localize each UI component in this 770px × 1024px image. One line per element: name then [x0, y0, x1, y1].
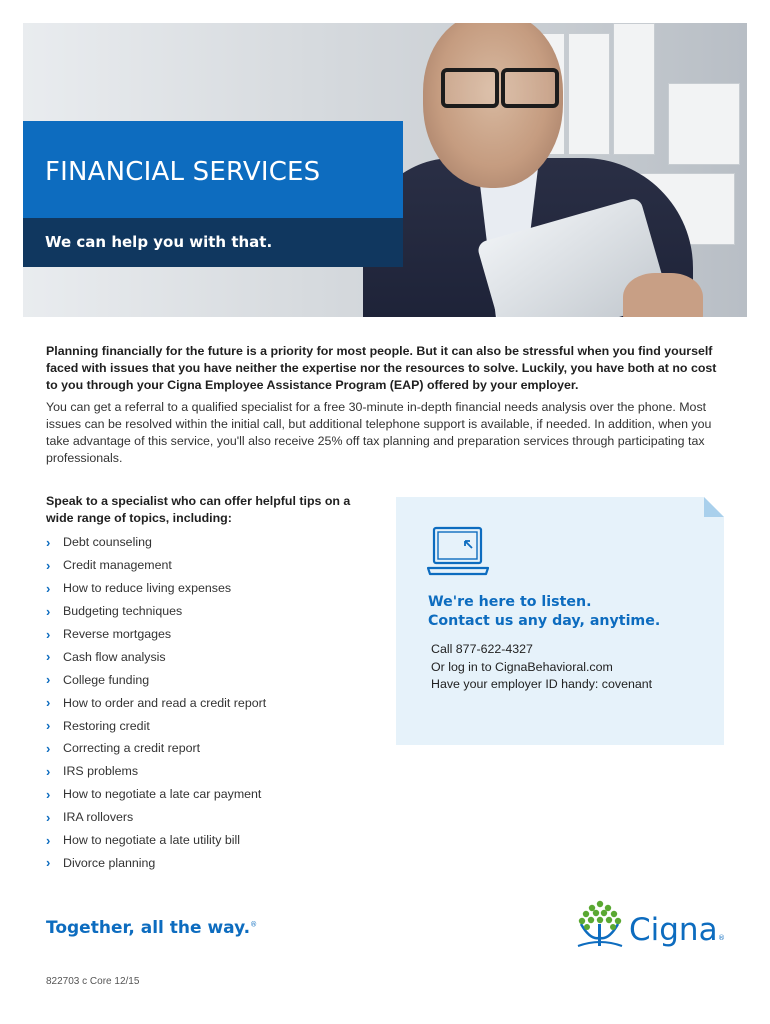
- callout-heading: [428, 593, 718, 631]
- topic-label: College funding: [63, 672, 150, 687]
- chevron-right-icon: ›: [46, 626, 51, 642]
- topic-item: [46, 691, 266, 714]
- chevron-right-icon: ›: [46, 534, 51, 550]
- callout-heading-line1: We're here to listen.: [428, 594, 592, 610]
- topics-heading: Speak to a specialist who can offer helpful tips on a wide range of topics, including:: [46, 494, 351, 525]
- topic-item: [46, 851, 266, 874]
- topic-item: [46, 714, 266, 737]
- tagline: [46, 918, 257, 938]
- employer-id: Have your employer ID handy: covenant: [431, 677, 653, 691]
- tagline-text: Together, all the way.: [46, 918, 251, 938]
- chevron-right-icon: ›: [46, 740, 51, 756]
- topic-item: [46, 645, 266, 668]
- website-login[interactable]: Or log in to CignaBehavioral.com: [431, 659, 613, 674]
- topics-list: [46, 531, 266, 874]
- topic-label: Cash flow analysis: [63, 649, 166, 664]
- callout-heading-line2: Contact us any day, anytime.: [428, 613, 661, 629]
- topic-label: Restoring credit: [63, 718, 150, 733]
- phone-number[interactable]: Call 877-622-4327: [431, 642, 533, 656]
- chevron-right-icon: ›: [46, 763, 51, 779]
- topic-item: [46, 531, 266, 554]
- topic-label: Debt counseling: [63, 535, 152, 550]
- topic-label: How to negotiate a late utility bill: [63, 833, 241, 848]
- document-code: 822703 c Core 12/15: [46, 976, 140, 987]
- cigna-logo: [576, 900, 728, 952]
- logo-registered-mark: ®: [718, 934, 725, 942]
- topic-label: How to reduce living expenses: [63, 581, 232, 596]
- chevron-right-icon: ›: [46, 557, 51, 573]
- topic-item: [46, 783, 266, 806]
- chevron-right-icon: ›: [46, 832, 51, 848]
- page-fold-corner: [704, 497, 724, 517]
- chevron-right-icon: ›: [46, 603, 51, 619]
- chevron-right-icon: ›: [46, 672, 51, 688]
- topic-item: [46, 737, 266, 760]
- topic-item: [46, 668, 266, 691]
- topic-item: [46, 577, 266, 600]
- topic-item: [46, 623, 266, 646]
- topic-item: [46, 554, 266, 577]
- topic-label: How to order and read a credit report: [63, 695, 267, 710]
- topic-label: Correcting a credit report: [63, 741, 201, 756]
- topic-label: Divorce planning: [63, 855, 156, 870]
- laptop-cursor-icon: [427, 526, 489, 578]
- chevron-right-icon: ›: [46, 718, 51, 734]
- chevron-right-icon: ›: [46, 809, 51, 825]
- page-subtitle: We can help you with that.: [45, 233, 273, 251]
- topic-label: IRA rollovers: [63, 810, 134, 825]
- chevron-right-icon: ›: [46, 695, 51, 711]
- topic-label: IRS problems: [63, 764, 139, 779]
- chevron-right-icon: ›: [46, 855, 51, 871]
- body-paragraph: You can get a referral to a qualified specialist for a free 30-minute in-depth financial needs analysis over the phone. Most issues can be resolved within the initial call, but additional telephone support is available, if needed. In addition, when you take advantage of this service, you'll also receive 25% off tax planning and preparation services through participating tax professionals.: [46, 400, 712, 465]
- registered-mark: ®: [250, 920, 258, 929]
- topic-label: Credit management: [63, 558, 172, 573]
- intro-paragraph: Planning financially for the future is a priority for most people. But it can also be stressful when you find yourself faced with issues that you have neither the expertise nor the resources to solve. Luckily, you have both at no cost to you through your Cigna Employee Assistance Program (EAP) offered by your employer.: [46, 344, 717, 392]
- topic-item: [46, 760, 266, 783]
- tree-icon: [578, 901, 622, 946]
- topic-item: [46, 600, 266, 623]
- topic-label: Budgeting techniques: [63, 604, 183, 619]
- logo-wordmark: Cigna: [629, 912, 718, 948]
- topic-label: How to negotiate a late car payment: [63, 787, 262, 802]
- subtitle-banner: [23, 218, 403, 267]
- title-banner: [23, 121, 403, 218]
- topic-label: Reverse mortgages: [63, 627, 172, 641]
- page-title: FINANCIAL SERVICES: [45, 157, 321, 187]
- topic-item: [46, 829, 266, 852]
- chevron-right-icon: ›: [46, 580, 51, 596]
- chevron-right-icon: ›: [46, 786, 51, 802]
- chevron-right-icon: ›: [46, 649, 51, 665]
- contact-details: [431, 641, 721, 694]
- topic-item: [46, 806, 266, 829]
